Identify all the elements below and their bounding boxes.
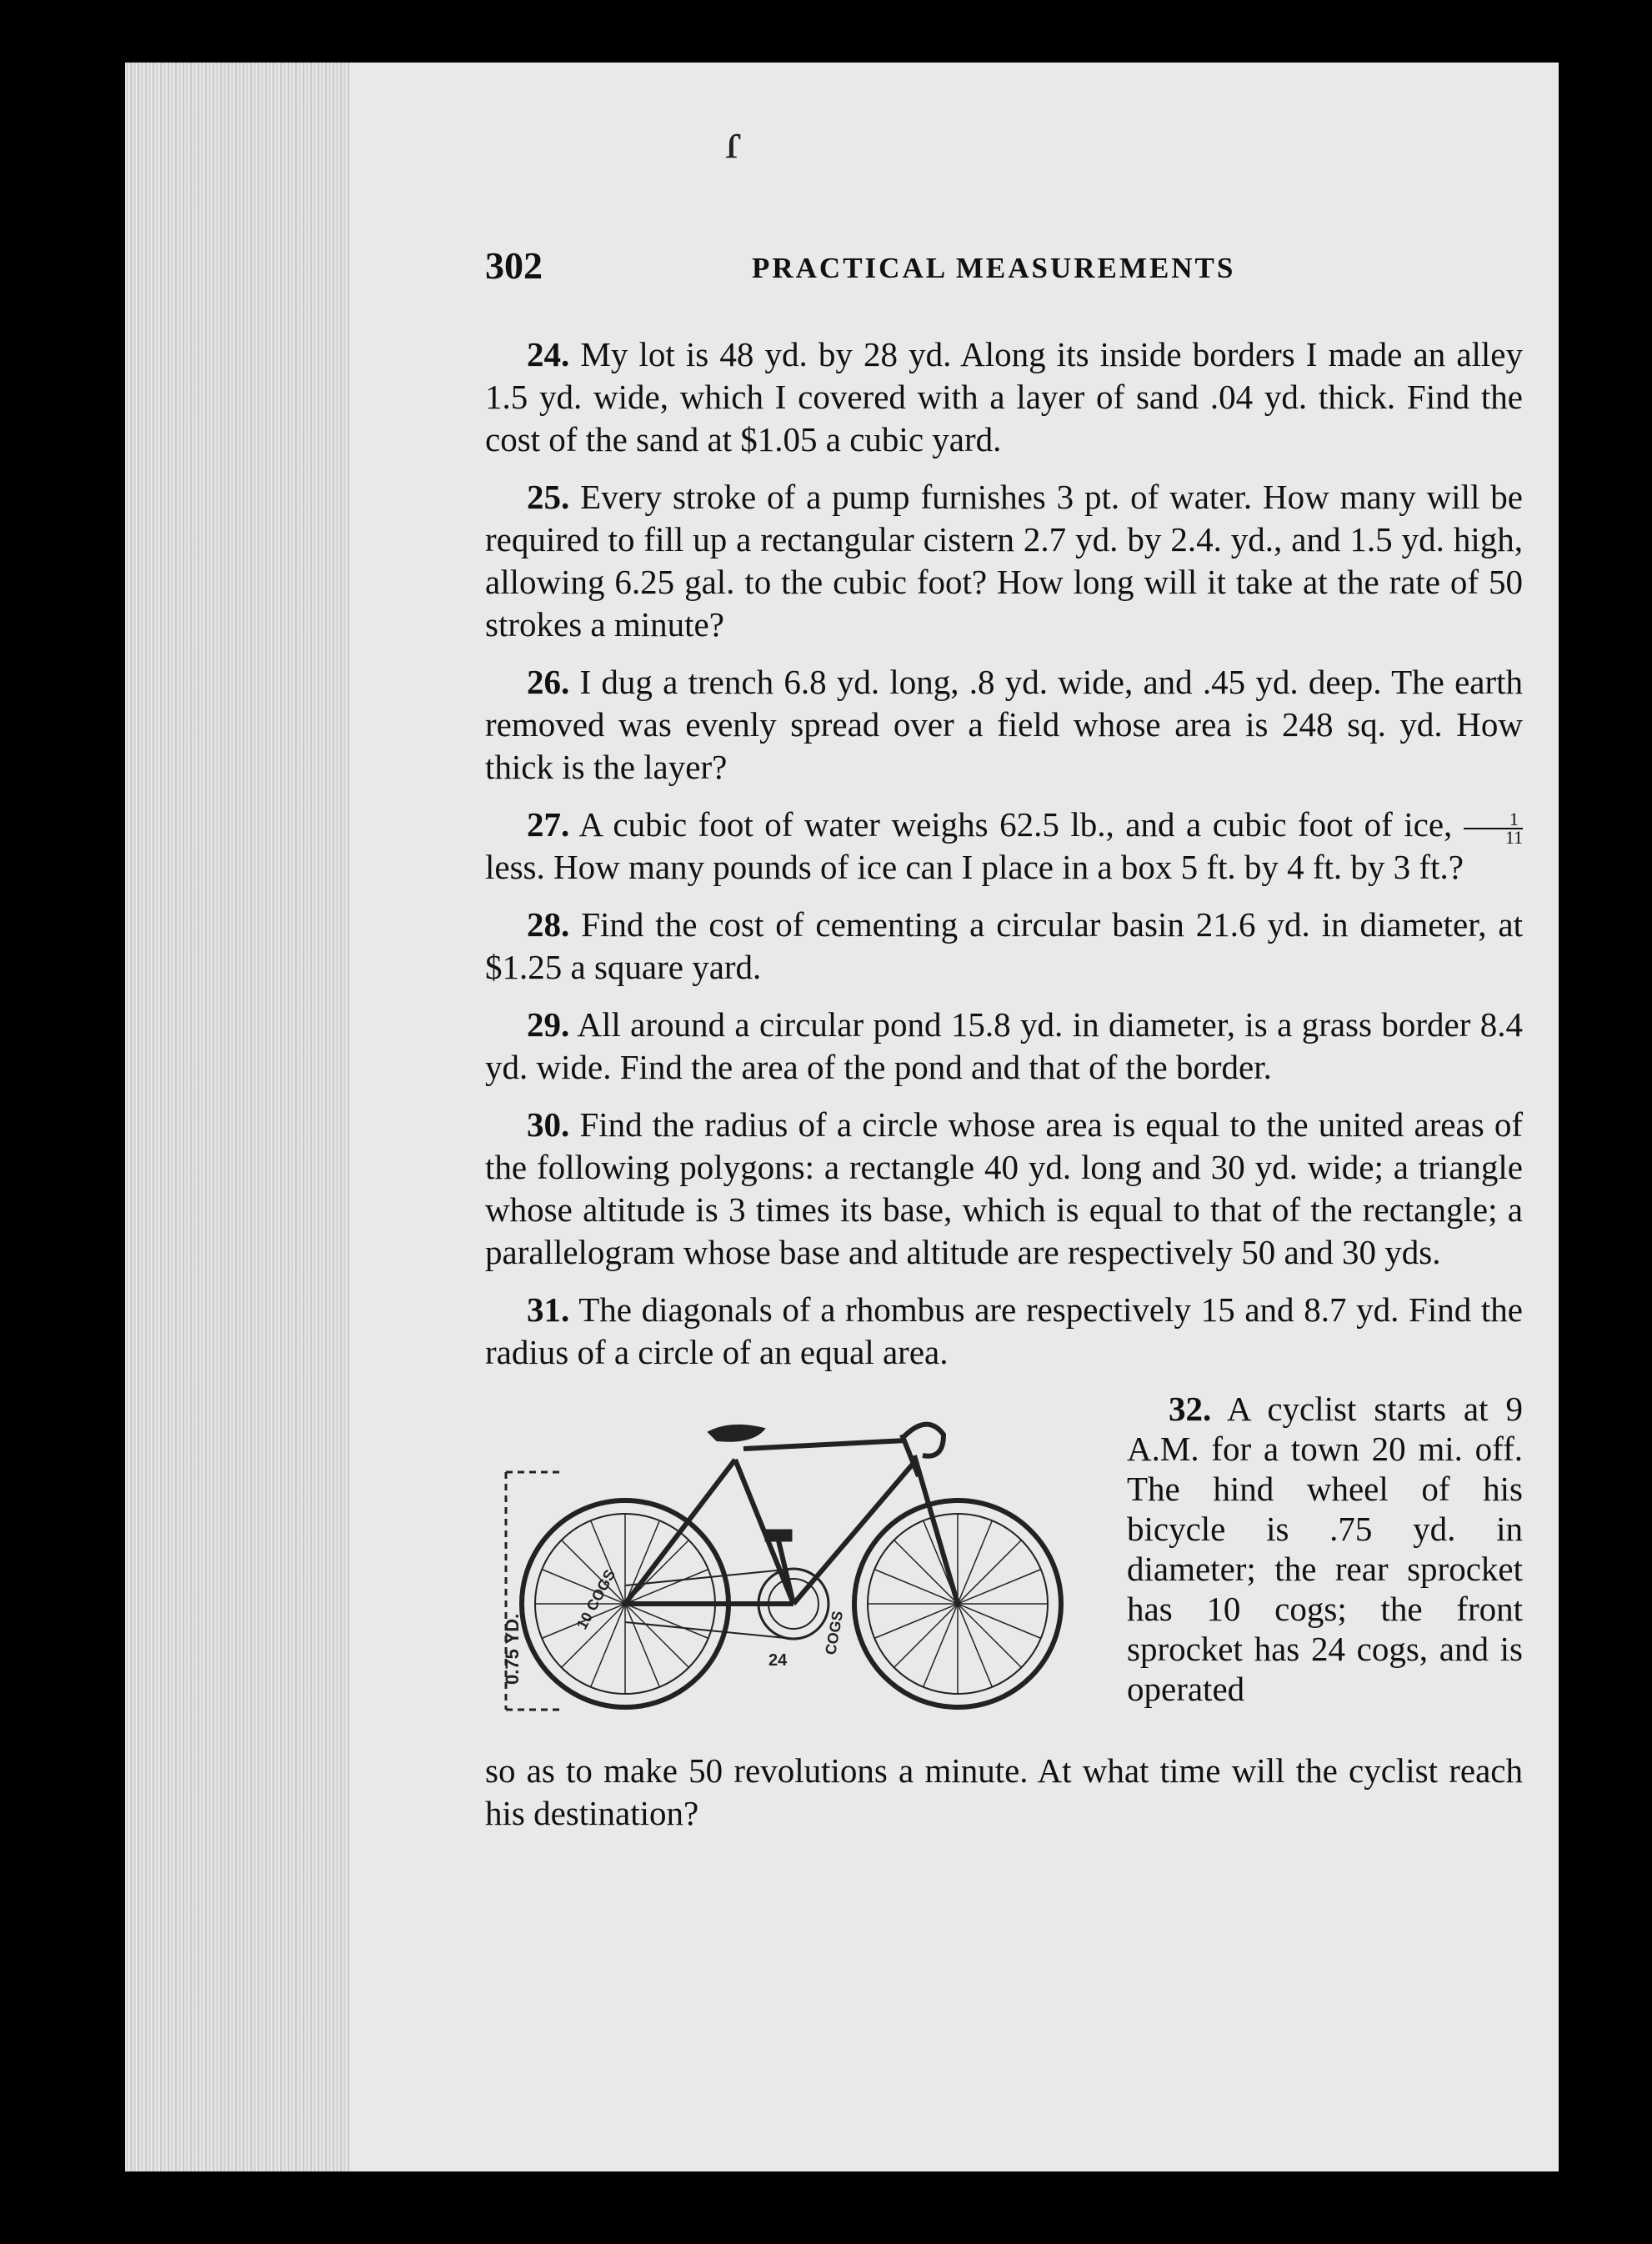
bicycle-figure bbox=[485, 1389, 1085, 1747]
pedal bbox=[766, 1530, 791, 1540]
problem-text: Find the cost of cementing a circular basin 21.6 yd. in diameter, at $1.25 a square yard. bbox=[485, 905, 1524, 986]
problem-text: I dug a trench 6.8 yd. long, .8 yd. wide, and .45 yd. deep. The earth removed was evenly spread over a field whose area is 248 sq. yd. How thick is the layer? bbox=[485, 663, 1524, 786]
rear-cogs-label: 10 COGS bbox=[573, 1566, 619, 1632]
problem-text: Every stroke of a pump furnishes 3 pt. of water. How many will be required to fill up a rectangular cistern 2.7 yd. by 2.4. yd., and 1.5 yd. high, allowing 6.25 gal. to the cubic foot? How long will it take at the rate of 50 strokes a minute? bbox=[485, 478, 1524, 644]
ink-mark: ɾ bbox=[725, 113, 742, 168]
saddle bbox=[708, 1425, 764, 1441]
problem-number: 24. bbox=[527, 335, 570, 373]
page-header bbox=[485, 243, 1529, 293]
problem-text: My lot is 48 yd. by 28 yd. Along its inside borders I made an alley 1.5 yd. wide, which I covered with a layer of sand .04 yd. thick. Find the cost of the sand at $1.05 a cubic yard. bbox=[485, 335, 1523, 458]
front-cogs-count: 24 bbox=[768, 1651, 788, 1670]
problem-number: 25. bbox=[527, 478, 570, 516]
problem-31 bbox=[485, 1289, 1523, 1374]
problem-29 bbox=[485, 1004, 1523, 1089]
dimension-label: 0.75 YD. bbox=[502, 1613, 523, 1685]
front-cogs-label: COGS bbox=[822, 1610, 847, 1656]
problem-number: 26. bbox=[527, 663, 570, 701]
problem-28 bbox=[485, 904, 1523, 989]
fraction bbox=[1464, 808, 1523, 848]
problem-number: 30. bbox=[527, 1105, 570, 1144]
problem-text-cont: less. How many pounds of ice can I place in a box 5 ft. by 4 ft. by 3 ft.? bbox=[485, 848, 1464, 886]
problem-27 bbox=[485, 804, 1523, 889]
problem-25 bbox=[485, 476, 1523, 646]
problem-text: A cyclist starts at 9 A.M. for a town 20 mi. off. The hind wheel of his bicycle is .75 yd. in diameter; the rear sprocket has 10 cogs; the front sprocket has 24 cogs, and is operated bbox=[1127, 1390, 1523, 1708]
problem-number: 32. bbox=[1169, 1390, 1212, 1428]
fraction-numerator: 1 bbox=[1464, 811, 1523, 829]
problem-number: 31. bbox=[527, 1290, 570, 1329]
problem-32-block bbox=[485, 1389, 1523, 1750]
problem-text: A cubic foot of water weighs 62.5 lb., and a cubic foot of ice, bbox=[578, 805, 1453, 844]
problem-text: The diagonals of a rhombus are respectively 15 and 8.7 yd. Find the radius of a circle of an equal area. bbox=[485, 1290, 1523, 1371]
problem-text: Find the radius of a circle whose area is equal to the united areas of the following polygons: a rectangle 40 yd. long and 30 yd. wide; a triangle whose altitude is 3 times its base, which is equal to that of the rectangle; a parallelogram whose base and altitude are respectively 50 and 30 yds. bbox=[485, 1105, 1523, 1271]
problem-number: 27. bbox=[527, 805, 570, 844]
page-edges bbox=[125, 63, 350, 2171]
problem-30 bbox=[485, 1104, 1523, 1274]
problem-text: All around a circular pond 15.8 yd. in diameter, is a grass border 8.4 yd. wide. Find the area of the pond and that of the border. bbox=[485, 1005, 1523, 1086]
problem-24 bbox=[485, 333, 1523, 461]
problem-32-side bbox=[1127, 1389, 1523, 1709]
problem-26 bbox=[485, 661, 1523, 789]
problem-number: 29. bbox=[527, 1005, 570, 1044]
problem-number: 28. bbox=[527, 905, 570, 944]
page-number: 302 bbox=[485, 244, 543, 287]
fraction-denominator: 11 bbox=[1504, 826, 1523, 848]
problem-32-tail: so as to make 50 revolutions a minute. At what time will the cyclist reach his destination? bbox=[485, 1751, 1523, 1832]
page-body bbox=[485, 333, 1523, 1835]
running-head: PRACTICAL MEASUREMENTS bbox=[752, 252, 1236, 284]
